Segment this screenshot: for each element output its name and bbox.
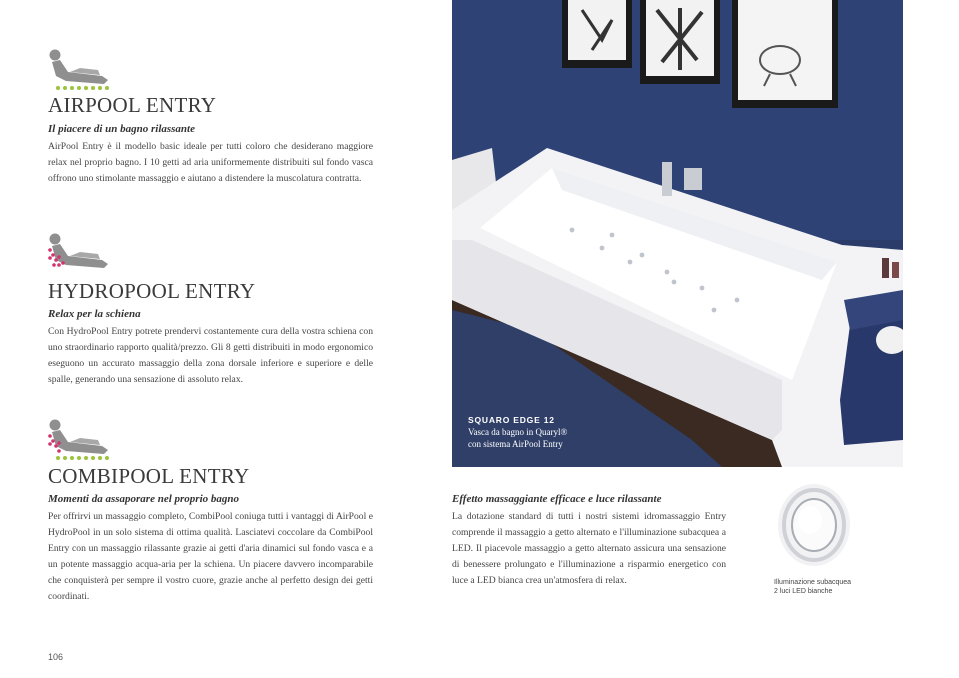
airpool-massage-icon	[46, 46, 116, 92]
picture-frame-2	[640, 0, 720, 84]
combipool-subtitle: Momenti da assaporare nel proprio bagno	[48, 493, 239, 505]
hydropool-massage-icon	[46, 230, 116, 276]
hydropool-body: Con HydroPool Entry potrete prendervi costantemente cura della vostra schiena con uno straordinario rapporto qualità/prezzo. Gli 8 getti distribuiti in modo ergonomico eseguono un accurato massaggio della zona dorsale inferiore e superiore e delle spalle, generando una sensazione di assoluto relax.	[48, 326, 373, 385]
led-section-subtitle: Effetto massaggiante efficace e luce rilassante	[452, 493, 662, 505]
led-light-image	[776, 482, 852, 568]
led-caption-line1: Illuminazione subacquea	[774, 579, 852, 586]
airpool-subtitle: Il piacere di un bagno rilassante	[48, 123, 195, 135]
hydropool-subtitle: Relax per la schiena	[48, 308, 141, 320]
led-section-body: La dotazione standard di tutti i nostri sistemi idromassaggio Entry comprende il massaggio a getto alternato e l'illuminazione subacquea a LED. Il piacevole massaggio a getto alternato assicura una sensazione di benessere prolungato e l'illuminazione a risparmio energetico con luce a LED bianca crea un'atmosfera di relax.	[452, 511, 726, 586]
combipool-massage-icon	[46, 416, 116, 462]
combipool-title: COMBIPOOL ENTRY	[48, 464, 250, 488]
hydropool-title: HYDROPOOL ENTRY	[48, 279, 256, 303]
page-number: 106	[48, 652, 64, 662]
combipool-body: Per offrirvi un massaggio completo, CombiPool coniuga tutti i vantaggi di AirPool e HydroPool in un solo sistema di ottima qualità. Lasciatevi coccolare da CombiPool Entry con un massaggio rilassante grazie ai getti d'aria dinamici sul fondo vasca e a un potente massaggio acqua-aria per la schiena. Un piacere davvero incomparabile che conquisterà per sempre il vostro cuore, grazie anche al perfetto design dei getti coordinati.	[48, 511, 373, 602]
bathtub-photo	[452, 0, 903, 467]
bathtub-illustration	[452, 0, 903, 467]
photo-caption-line2: con sistema AirPool Entry	[468, 439, 563, 449]
photo-caption-title: SQUARO EDGE 12	[468, 415, 555, 425]
led-caption	[774, 578, 851, 596]
airpool-body: AirPool Entry è il modello basic ideale per tutti coloro che desiderano maggiore relax nel proprio bagno. I 10 getti ad aria uniformemente distribuiti sul fondo vasca offrono uno stimolante massaggio e aiutano a distendere la muscolatura contratta.	[48, 141, 373, 184]
photo-caption	[468, 414, 567, 450]
picture-frame-1	[562, 0, 632, 68]
led-caption-line2: 2 luci LED bianche	[774, 588, 833, 595]
picture-frame-3	[732, 0, 838, 108]
photo-caption-line1: Vasca da bagno in Quaryl®	[468, 427, 568, 437]
airpool-title: AIRPOOL ENTRY	[48, 93, 217, 117]
